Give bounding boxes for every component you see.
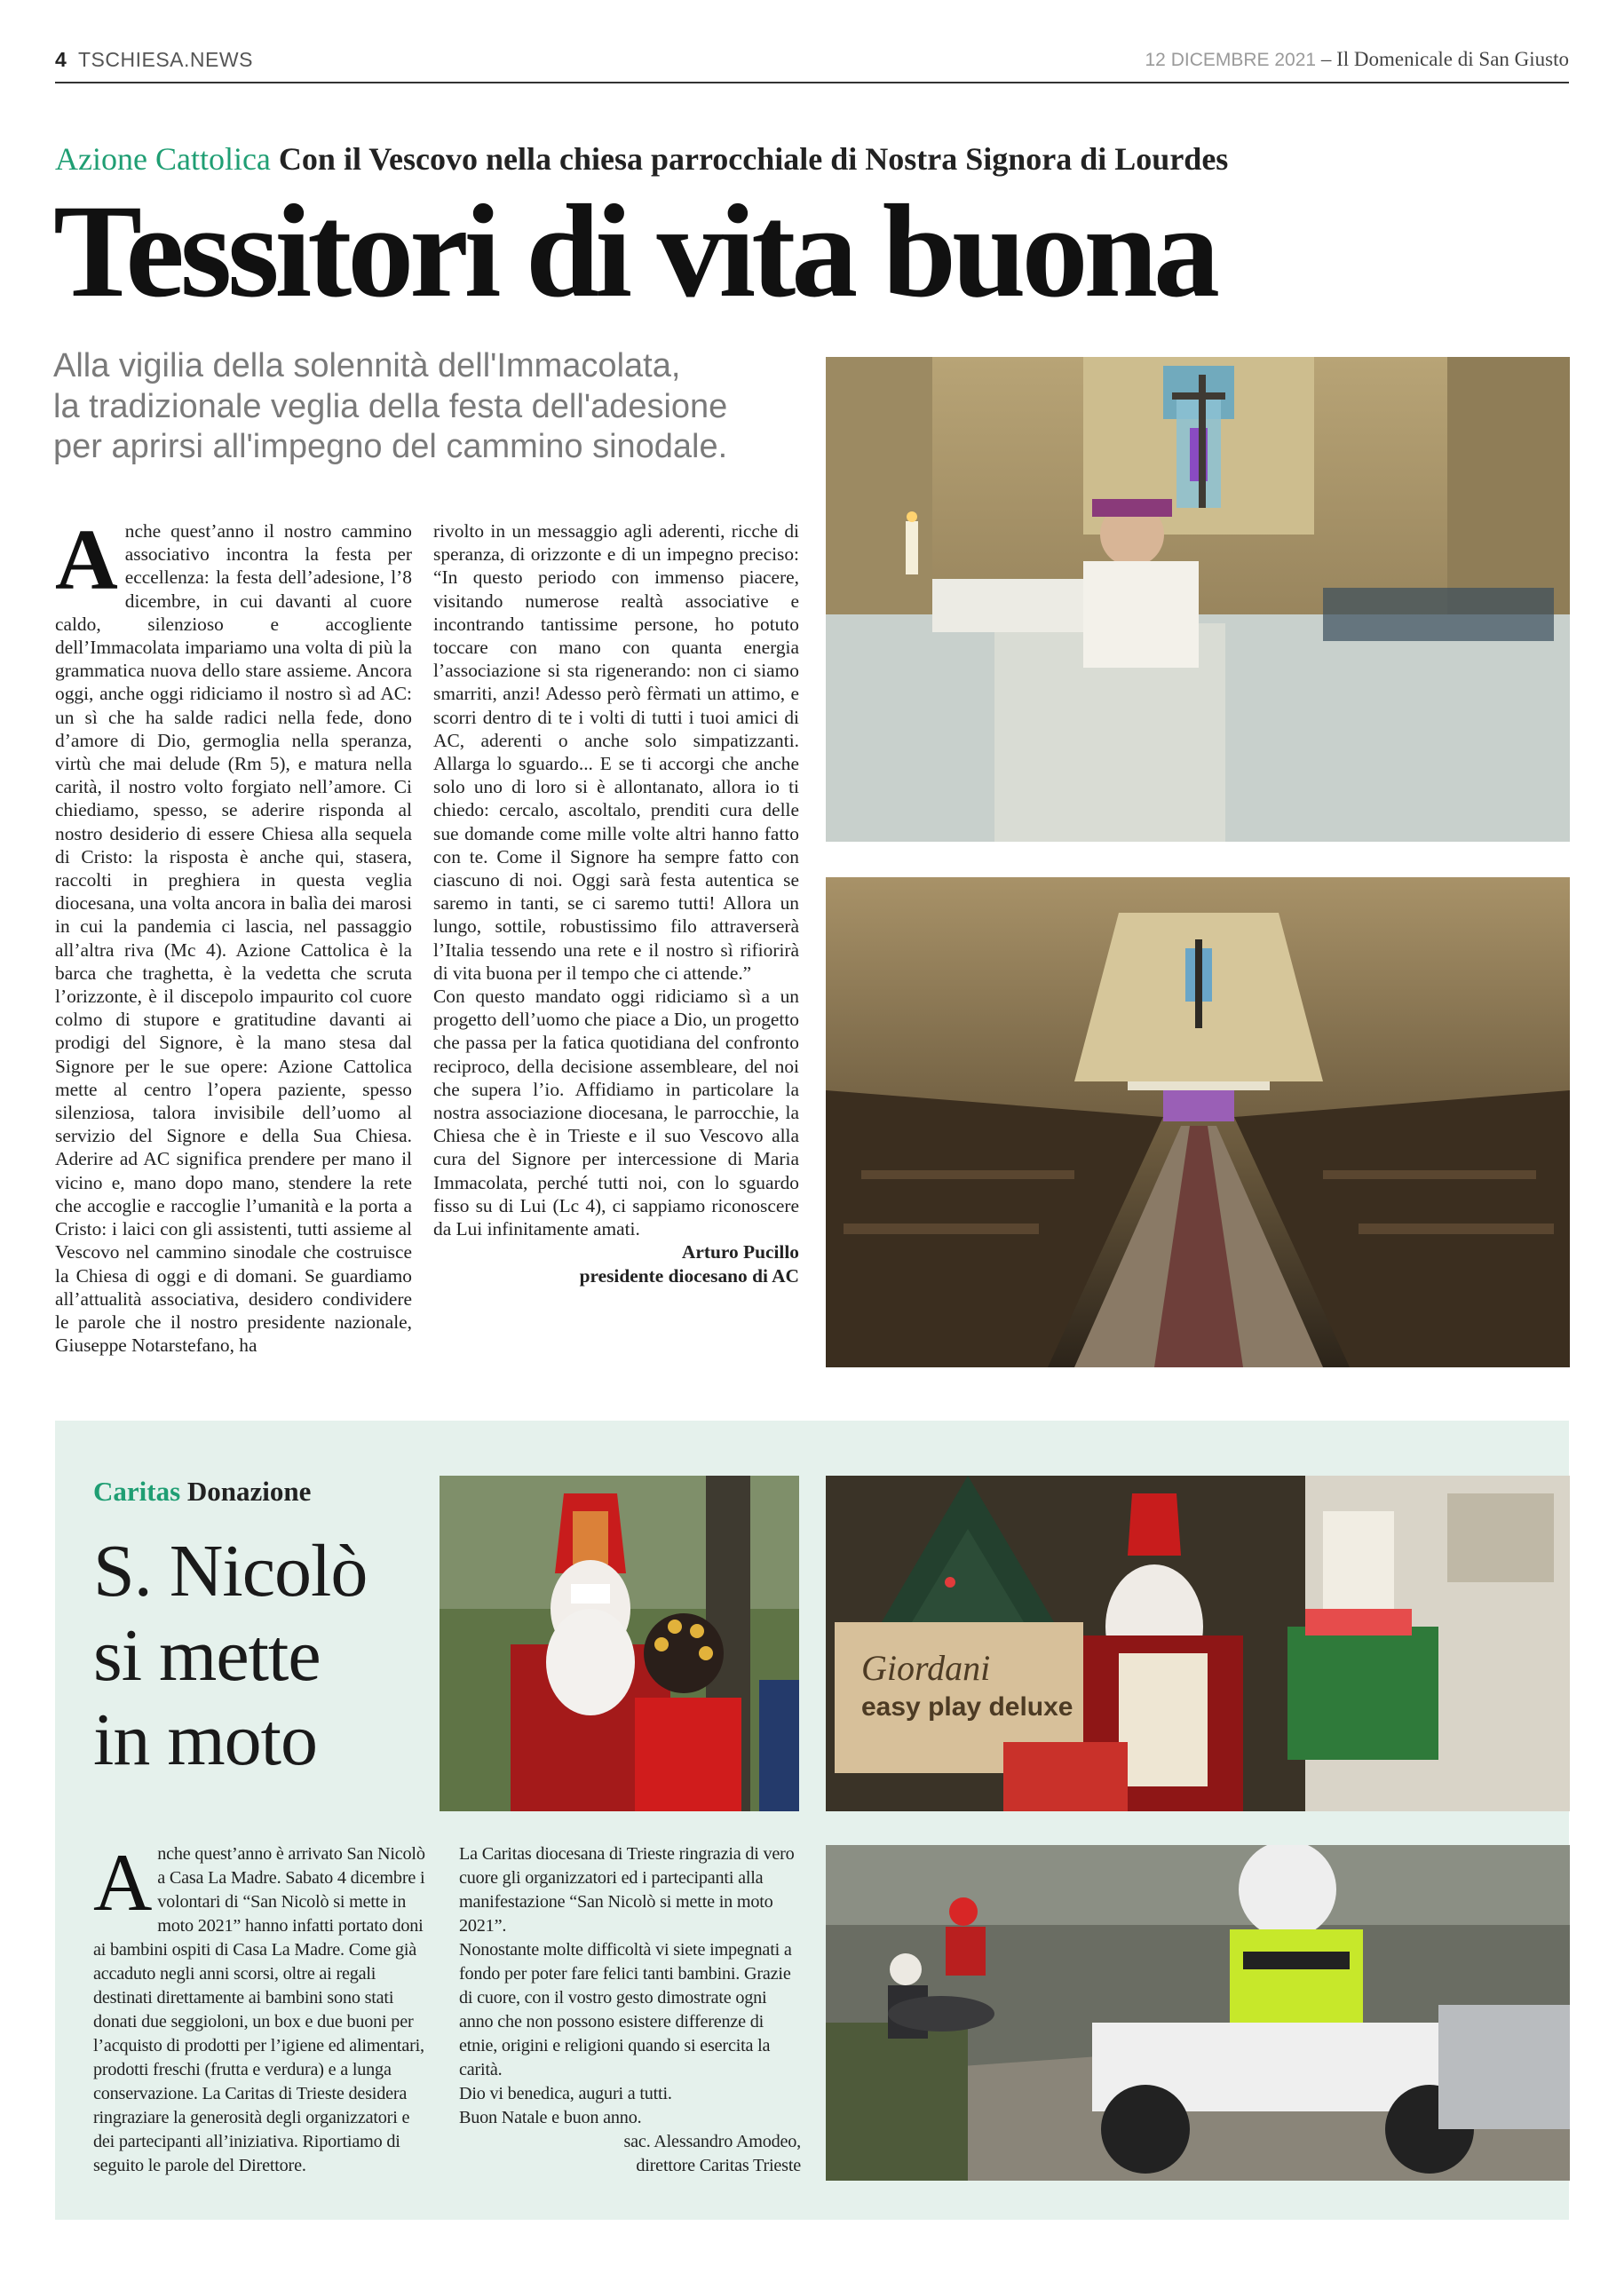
publication-name: Il Domenicale di San Giusto <box>1336 48 1569 70</box>
standfirst-line: per aprirsi all'impegno del cammino sinodale. <box>53 428 728 466</box>
caritas-paragraph: nche quest’anno è arrivato San Nicolò a Casa La Madre. Sabato 4 dicembre i volontari di “San Nicolò si mette in moto 2021” hanno infatti portato doni ai bambini ospiti di Casa La Madre. Come già accaduto negli anni scorsi, oltre ai regali destinati direttamente ai bambini sono stati donati due seggioloni, un box e due buoni per l’acquisto di prodotti per l’igiene ed alimentari, prodotti freschi (frutta e verdura) e a lunga conservazione. La Caritas di Trieste desidera ringraziare la generosità degli organizzatori e dei partecipanti all’iniziativa. Riportiamo di seguito le parole del Direttore. <box>93 1844 425 2175</box>
header-separator: – <box>1316 48 1337 70</box>
article-column-1 <box>55 512 412 1357</box>
author-name: Arturo Pucillo <box>681 1241 799 1263</box>
caritas-dropcap: A <box>93 1837 153 1928</box>
article-paragraph: nche quest’anno il nostro cammino associativo incontra la festa per eccellenza: la festa dell’adesione, l’8 dicembre, in cui davanti al cuore caldo, silenzioso e accogliente dell’Immacolata impariamo una volta di più la grammatica nuova dello stare assieme. Ancora oggi, anche oggi ridiciamo il nostro sì ad AC: un sì che ha salde radici nella fede, dono d’amore di Dio, germoglia nella speranza, virtù che mai delude (Rm 5), e matura nella carità, il nostro volto forgiato nell’amore. Ci chiediamo, spesso, se aderire risponda al nostro desiderio di essere Chiesa alla sequela di Cristo: la risposta è anche qui, stasera, raccolti in preghiera in questa veglia diocesana, una volta ancora in balìa dei marosi in cui la pandemia ci lascia, nel passaggio all’altra riva (Mc 4). Azione Cattolica è la barca che traghetta, è la vedetta che scruta l’orizzonte, è il discepolo impaurito col cuore colmo di stupore e gratitudine davanti ai prodigi del Signore, è la mano stesa dal Signore per le sue opere: Azione Cattolica mette al centro l’opera paziente, spesso silenziosa, talora invisibile dell’uomo al servizio del Signore e della Sua Chiesa. Aderire ad AC significa prendere per mano il vicino e, mano dopo mano, stendere la rete che accoglie e raccoglie l’umanità e la porta a Cristo: i laici con gli assistenti, tutti assieme al Vescovo nel cammino sinodale che costruisce la Chiesa di oggi e di domani. Se guardiamo all’attualità associativa, desidero condividere le parole che il nostro presidente nazionale, Giuseppe Notarstefano, ha <box>55 520 412 1357</box>
photo-bishop-lectern <box>826 357 1570 842</box>
photo-motorbikes <box>826 1845 1570 2181</box>
author-role: presidente diocesano di AC <box>579 1264 799 1287</box>
caritas-author-role: direttore Caritas Trieste <box>636 2156 801 2175</box>
caritas-column-1 <box>93 1837 435 2178</box>
caritas-title <box>93 1529 367 1782</box>
caritas-paragraph: Nonostante molte difficoltà vi siete impegnati a fondo per poter fare felici tanti bambini. Grazie di cuore, con il vostro gesto dimostrate ogni anno che non possono esistere differenze di etnie, origini e religioni quando si esercita la carità. <box>459 1940 792 2079</box>
article-title: Tessitori di vita buona <box>53 178 1216 325</box>
article-column-2 <box>433 519 799 1287</box>
article-paragraph: rivolto in un messaggio agli aderenti, ricche di speranza, di orizzonte e di un impegno preciso: “In questo periodo con immenso piacere, visitando numerose realtà associative e incontrando tantissime persone, ho potuto toccare con mano con quanta energia l’associazione si sta rigenerando: non ci siamo smarriti, anzi! Adesso però fèrmati un attimo, e scorri dentro di te i volti di tutti i tuoi amici di AC, aderenti o anche solo simpatizzanti. Allarga lo sguardo... E se ti accorgi che anche solo uno di loro si è allontanato, allora io ti chiedo: cercalo, ascoltalo, prenditi cura delle sue domande come mille volte altri hanno fatto con te. Come il Signore ha sempre fatto con ciascuno di noi. Oggi sarà festa autentica se saremo in tanti, se ci saremo tutti! Allora un lungo, sottile, robustissimo filo attraverserà l’Italia tessendo una rete e il nostro sì rifiorirà di vita buona per il tempo che ci attende.” <box>433 520 799 984</box>
caritas-title-line: S. Nicolò <box>93 1530 368 1612</box>
caritas-title-line: in moto <box>93 1699 318 1781</box>
standfirst-line: la tradizionale veglia della festa dell'adesione <box>53 387 728 425</box>
kicker-text: Con il Vescovo nella chiesa parrocchiale di Nostra Signora di Lourdes <box>278 141 1229 177</box>
caritas-kicker-category: Caritas <box>93 1476 181 1507</box>
kicker-category: Azione Cattolica <box>55 141 271 177</box>
site-name: TSCHIESA.NEWS <box>78 48 253 71</box>
page-number: 4 <box>55 48 67 71</box>
caritas-paragraph: Dio vi benedica, auguri a tutti. <box>459 2084 672 2103</box>
photo-church-nave <box>826 877 1570 1367</box>
caritas-column-2 <box>459 1842 801 2178</box>
caritas-author-name: sac. Alessandro Amodeo, <box>623 2132 801 2151</box>
caritas-kicker <box>93 1476 311 1508</box>
header-rule <box>55 82 1569 83</box>
dropcap: A <box>55 512 118 608</box>
article-paragraph: Con questo mandato oggi ridiciamo sì a un progetto dell’uomo che piace a Dio, un progetto che passa per la fatica quotidiana del confronto reciproco, della decisione assembleare, del noi che supera l’io. Affidiamo in particolare la nostra associazione diocesana, le parrocchie, la Chiesa che è in Trieste e il suo Vescovo alla cura del Signore per intercessione di Maria Immacolata, perché tutti noi, con lo sguardo fisso su di Lui (Lc 4), ci sappiamo riconoscere da Lui infinitamente amati. <box>433 986 799 1240</box>
photo-st-nicholas-gifts <box>826 1476 1570 1811</box>
article-standfirst <box>53 346 808 468</box>
issue-date: 12 DICEMBRE 2021 <box>1145 50 1317 70</box>
standfirst-line: Alla vigilia della solennità dell'Immacolata, <box>53 347 681 384</box>
photo-st-nicholas-outdoor <box>440 1476 799 1811</box>
caritas-title-line: si mette <box>93 1614 321 1697</box>
article-kicker <box>55 140 1228 178</box>
box-label-brand: Giordani <box>861 1648 991 1688</box>
header-right <box>1145 48 1570 71</box>
caritas-kicker-text: Donazione <box>186 1476 312 1507</box>
caritas-paragraph: La Caritas diocesana di Trieste ringrazia di vero cuore gli organizzatori ed i partecipanti alla manifestazione “San Nicolò si mette in moto 2021”. <box>459 1844 795 1936</box>
box-label-product: easy play deluxe <box>861 1692 1073 1722</box>
caritas-paragraph: Buon Natale e buon anno. <box>459 2108 642 2127</box>
